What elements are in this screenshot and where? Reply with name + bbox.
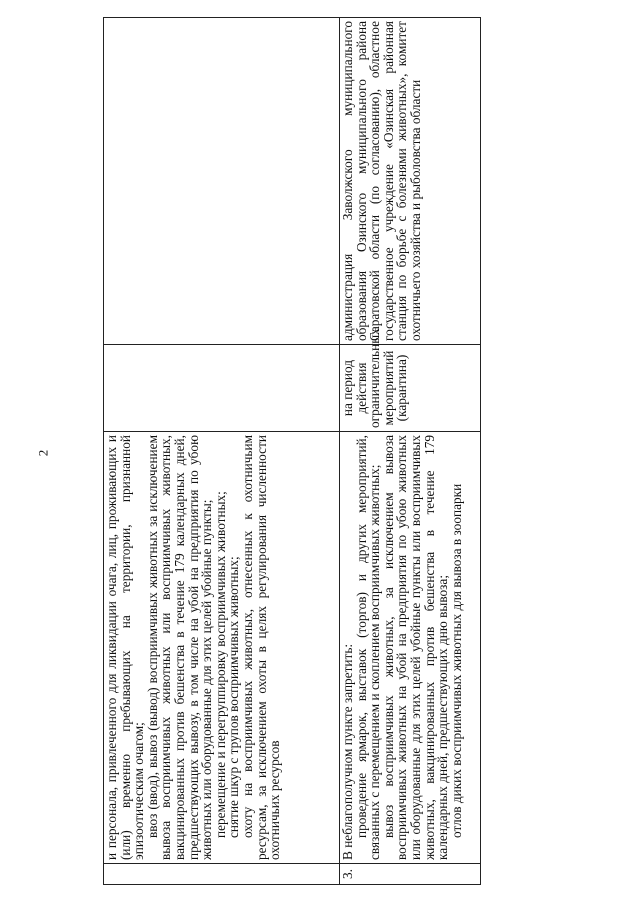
table-row (104, 18, 340, 885)
measure-paragraph: и персонала, привлеченного для ликвидации очага, лиц, проживающих и (или) временно пребывающих на территории, признанной эпизоотическим очагом; (104, 435, 147, 860)
term-cell (104, 345, 340, 432)
measure-paragraph: В неблагополучном пункте запретить: (340, 643, 355, 860)
measures-table (103, 17, 481, 885)
measure-description-cell (104, 432, 340, 864)
measure-paragraph: проведение ярмарок, выставок (торгов) и других мероприятий, связанных с перемещением и скоплением восприимчивых животных; (353, 435, 383, 860)
responsible-cell (104, 18, 340, 345)
row-number-cell: 3. (340, 864, 481, 885)
measure-paragraph: перемещение и перегруппировку восприимчивых животных; (212, 491, 228, 838)
measure-paragraph: охоту на восприимчивых животных, отнесенных к охотничьим ресурсам, за исключением охоты в целях регулирования численности охотничьих ресурсов (239, 435, 283, 860)
row-number-cell (104, 864, 340, 885)
measure-paragraph: отлов диких восприимчивых животных для вывоза в зоопарки (448, 483, 464, 838)
measure-paragraph: снятие шкур с трупов восприимчивых животных; (226, 556, 242, 838)
measure-paragraph: вывоз восприимчивых животных, за исключением вывоза восприимчивых животных на убой на предприятия по убою животных или оборудованные для этих целей убойные пункты или восприимчивых животных, вакцинированных против бешенства в течение 179 календарных дней, предшествующих дню вывоза; (380, 435, 451, 860)
page-number: 2 (35, 449, 51, 457)
table-row (340, 18, 481, 885)
measure-paragraph: ввоз (ввод), вывоз (вывод) восприимчивых животных за исключением вывоза восприимчивых животных или восприимчивых животных, вакцинированных против бешенства в течение 179 календарных дней, предшествующих вывозу, в том числе на убой на предприятия по убою животных или оборудованные для этих целей убойные пункты; (144, 435, 215, 860)
responsible-cell: администрация Заволжского муниципального образования Озинского муниципального района Саратовской области (по согласованию), областное государственное учреждение «Озинская районная станция по борьбе с болезнями животных», комитет охотничьего хозяйства и рыболовства области (340, 18, 481, 345)
term-cell: на период действия ограничительных мероприятий (карантина) (340, 345, 481, 432)
rotated-table-container (103, 21, 478, 885)
measure-description-cell (340, 432, 481, 864)
